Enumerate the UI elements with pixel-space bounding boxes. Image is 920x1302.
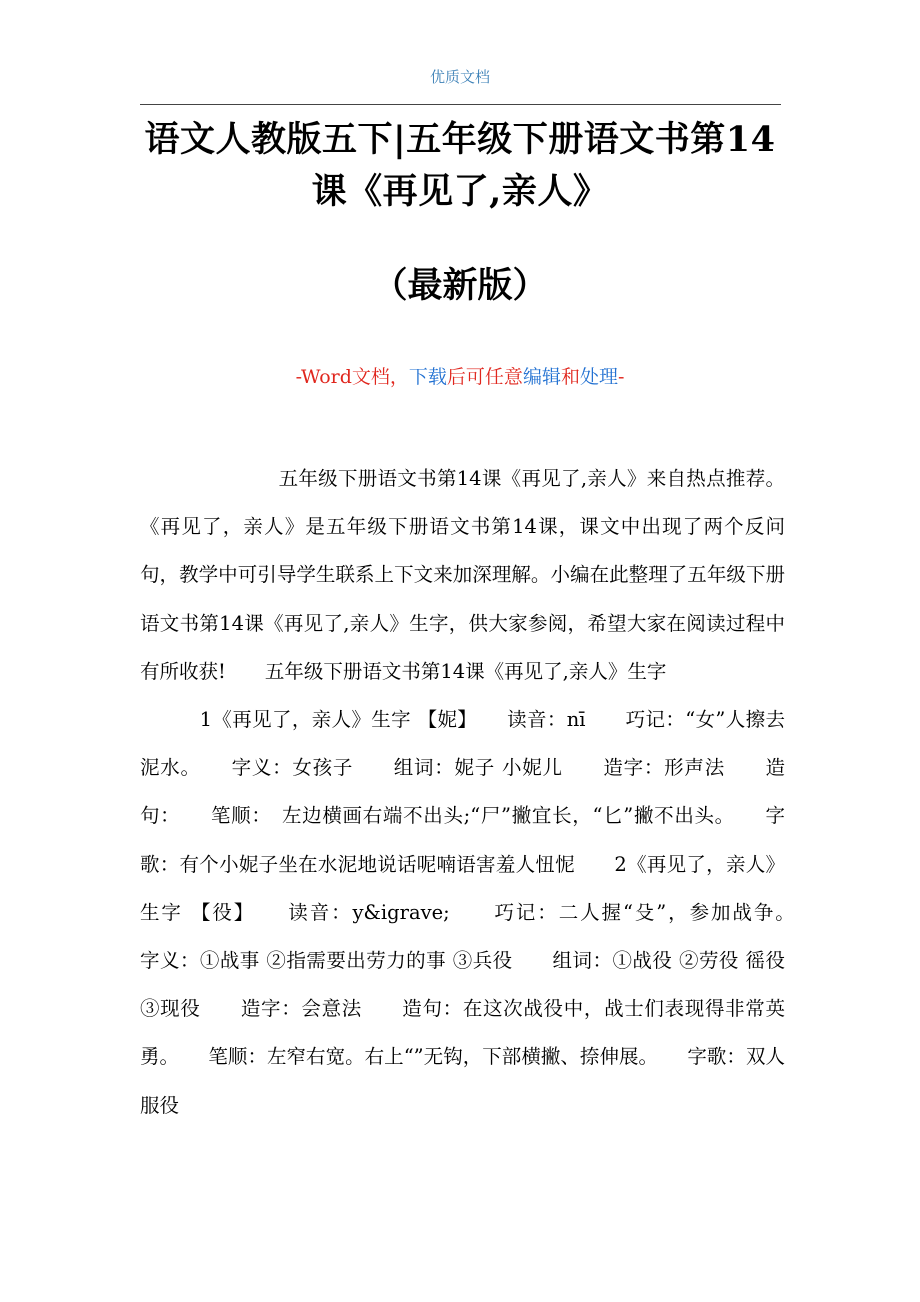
notice-download: 下载 [408,366,447,388]
notice-prefix: -Word文档， [295,366,409,388]
notice-edit: 编辑 [522,366,561,388]
notice-and: 和 [560,366,580,388]
header-divider [140,104,781,105]
notice-process: 处理 [579,366,618,388]
page-header: 优质文档 [429,68,490,86]
notice-suffix: - [617,366,625,388]
notice-after: 后可任意 [446,366,523,388]
title-line-1: 语文人教版五下|五年级下册语文书第14 [144,119,776,160]
body-paragraph-characters: 1《再见了，亲人》生字 【妮】 读音：nī 巧记：“女”人擦去泥水。 字义：女孩子 组词：妮子 小妮儿 造字：形声法 造句： 笔顺： 左边横画右端不出头;“尸”撇宜长，“匕”撇不出头。 字歌：有个小妮子坐在水泥地说话呢喃语害羞人忸怩 2《再见了，亲人》生字 【役】 读音：y&igrave; 巧记：二人握“殳”，参加战争。 字义：①战事 ②指需要出劳力的事 ③兵役 组词：①战役 ②劳役 徭役 ③现役 造字：会意法 造句：在这次战役中，战士们表现得非常英勇。 笔顺：左窄右宽。右上“”无钩，下部横撇、捺伸展。 字歌：双人服役 [140,708,825,1117]
document-title [100,114,820,218]
word-notice [0,362,920,389]
document-body [140,455,825,1130]
title-line-2: 课《再见了,亲人》 [311,171,609,212]
document-subtitle: （最新版） [372,265,548,306]
body-paragraph-intro: 五年级下册语文书第14课《再见了,亲人》来自热点推荐。《再见了，亲人》是五年级下册语文书第14课，课文中出现了两个反问句，教学中可引导学生联系上下文来加深理解。小编在此整理了五年级下册语文书第14课《再见了,亲人》生字，供大家参阅，希望大家在阅读过程中有所收获! 五年级下册语文书第14课《再见了,亲人》生字 [140,467,785,683]
